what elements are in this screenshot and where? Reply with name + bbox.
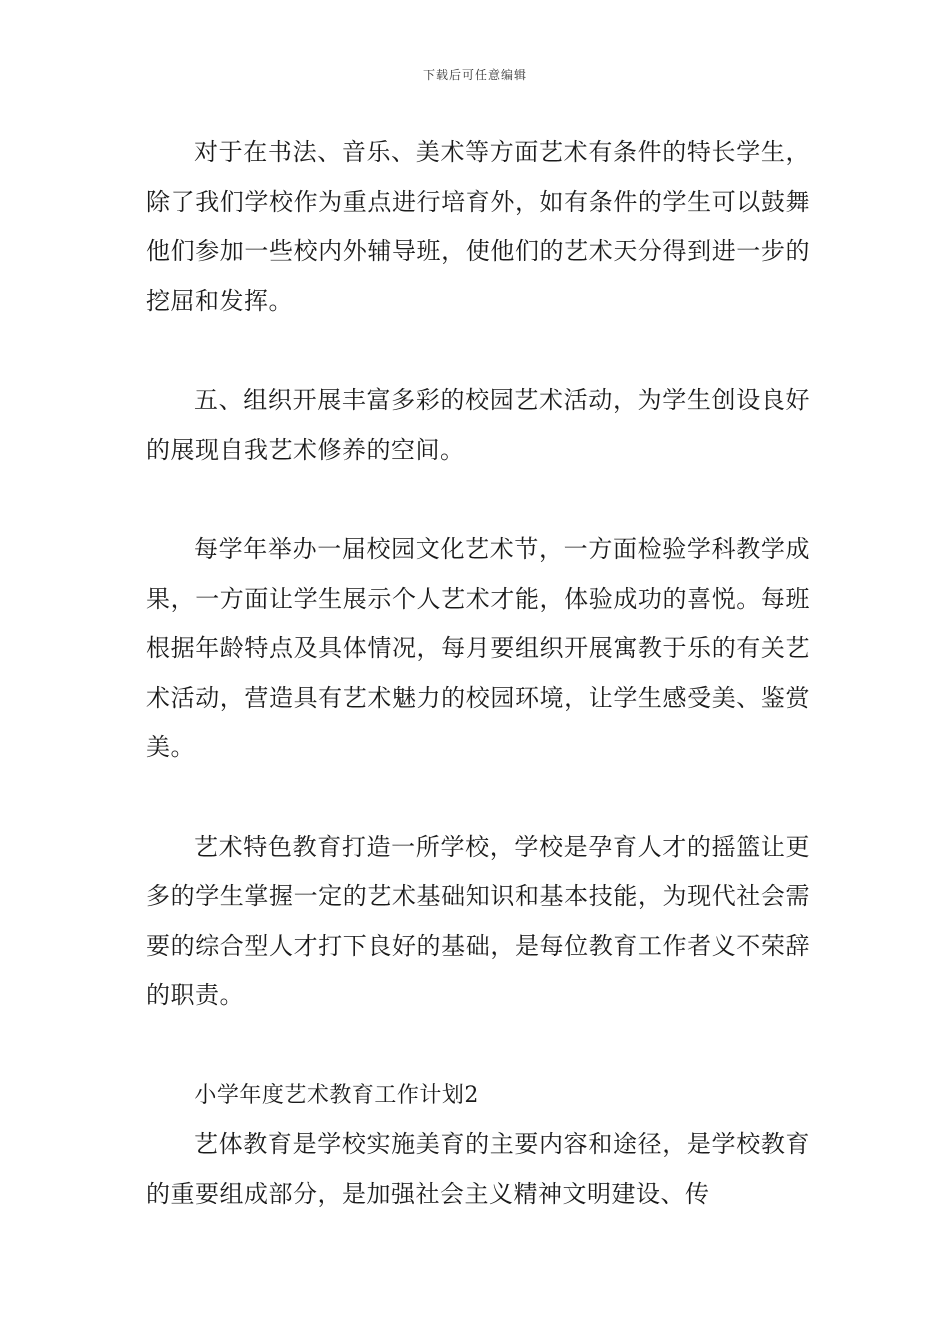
paragraph-gap [146,773,810,823]
document-body [146,128,810,1219]
paragraph-section-five: 五、组织开展丰富多彩的校园艺术活动，为学生创设良好的展现自我艺术修养的空间。 [146,386,810,464]
page-header-note: 下载后可任意编辑 [422,68,527,82]
section-title: 小学年度艺术教育工作计划2 [194,1082,479,1108]
paragraph-gap [146,1021,810,1071]
paragraph-art-education-feature: 艺术特色教育打造一所学校，学校是孕育人才的摇篮让更多的学生掌握一定的艺术基础知识和基本技能，为现代社会需要的综合型人才打下良好的基础，是每位教育工作者义不荣辞的职责。 [146,832,810,1009]
paragraph-art-festival: 每学年举办一届校园文化艺术节，一方面检验学科教学成果，一方面让学生展示个人艺术才能，体验成功的喜悦。每班根据年龄特点及具体情况，每月要组织开展寓教于乐的有关艺术活动，营造具有艺术魅力的校园环境，让学生感受美、鉴赏美。 [146,535,810,761]
paragraph-gap [146,475,810,525]
paragraph-arts-education-intro: 艺体教育是学校实施美育的主要内容和途径，是学校教育的重要组成部分，是加强社会主义精神文明建设、传 [146,1130,810,1208]
paragraph-specialty-students: 对于在书法、音乐、美术等方面艺术有条件的特长学生，除了我们学校作为重点进行培育外，如有条件的学生可以鼓舞他们参加一些校内外辅导班，使他们的艺术天分得到进一步的挖屈和发挥。 [146,138,810,315]
paragraph-gap [146,326,810,376]
